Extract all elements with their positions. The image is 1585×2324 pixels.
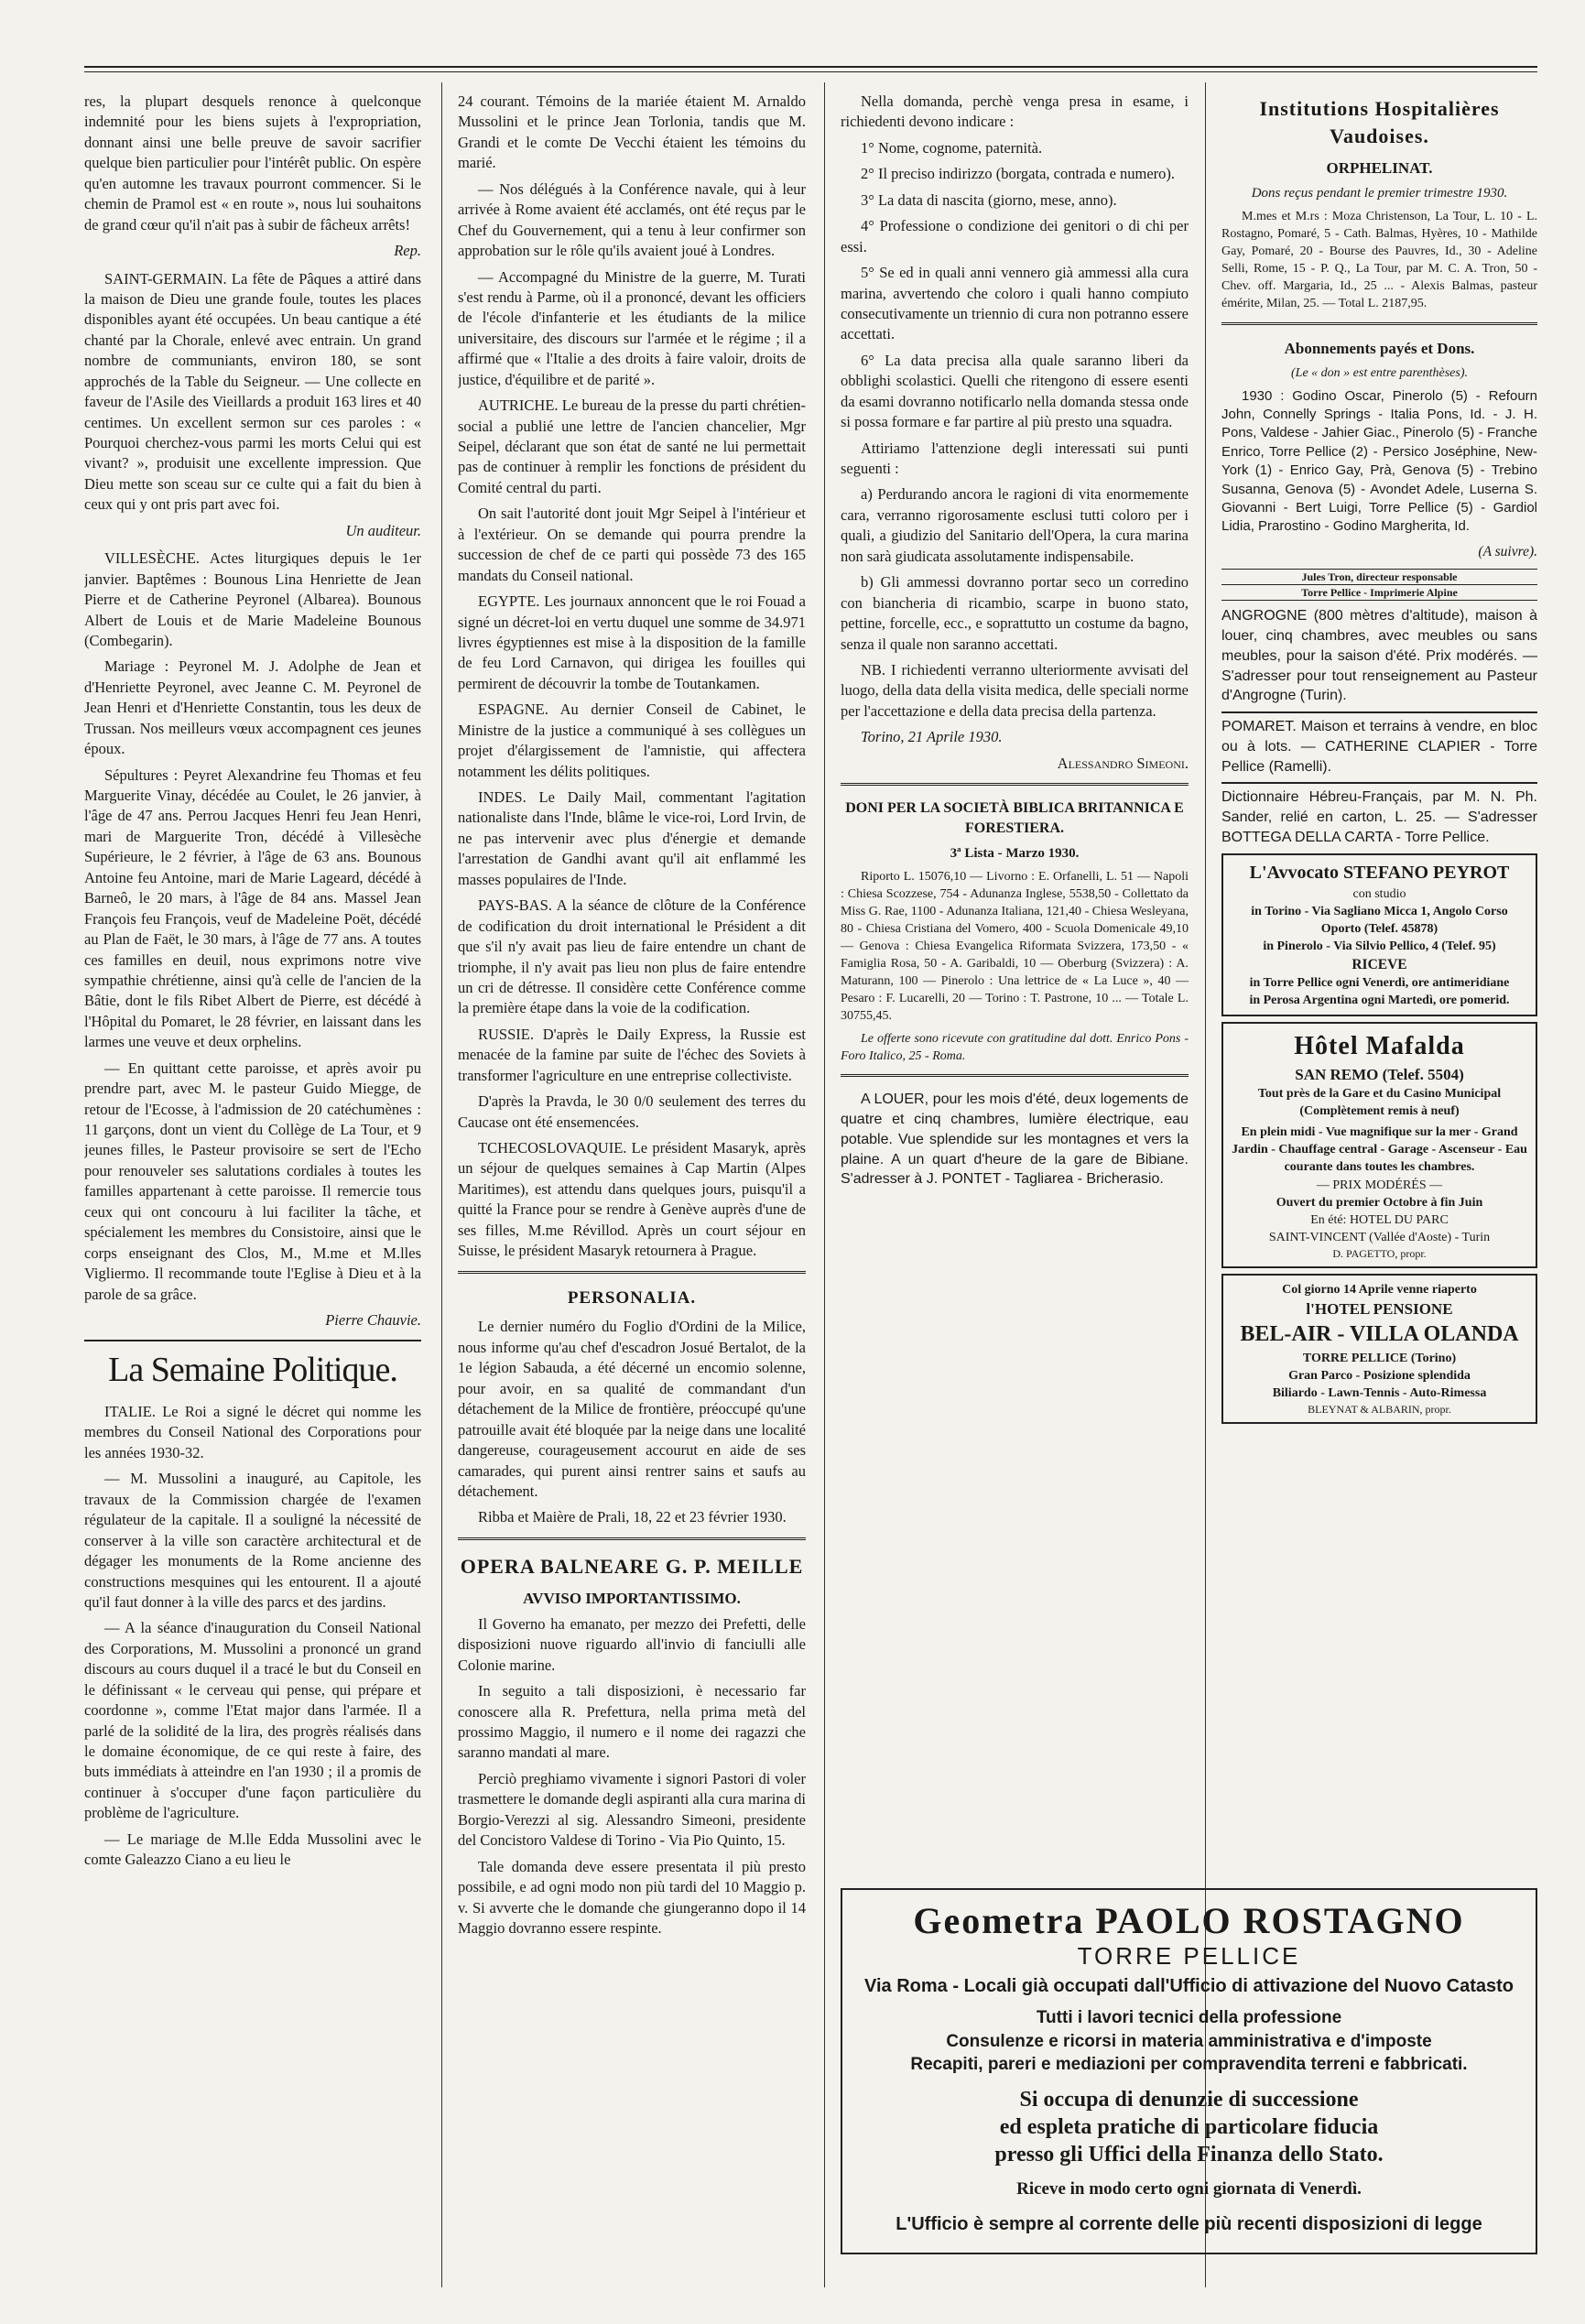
paragraph: Il Governo ha emanato, per mezzo dei Prefetti, delle disposizioni nuove riguardo all'invio di fanciulli alle Colonie marine. (458, 1614, 806, 1674)
paragraph: Mariage : Peyronel M. J. Adolphe de Jean et d'Henriette Peyronel, avec Jeanne C. M. Peyronel de Jean Henri et d'Henriette Constantin, tous les deux de Trussan. Nos meilleurs vœux accompagnent ces jeunes époux. (84, 657, 421, 758)
divider (841, 1074, 1189, 1081)
paragraph: NB. I richiedenti verranno ulteriormente avvisati del luogo, della data della visita medica, delle speciali norme per l'accettazione e della data precisa della partenza. (841, 660, 1189, 720)
ad-line: l'HOTEL PENSIONE (1306, 1299, 1453, 1318)
continued-note: (A suivre). (1478, 543, 1537, 559)
ad-line: con studio (1352, 886, 1406, 901)
paragraph: Ribba et Maière de Prali, 18, 22 et 23 février 1930. (478, 1508, 787, 1526)
ad-line: D. PAGETTO, propr. (1332, 1246, 1427, 1260)
section-heading: OPERA BALNEARE G. P. MEILLE (460, 1554, 804, 1578)
paragraph: 24 courant. Témoins de la mariée étaient M. Arnaldo Mussolini et le prince Jean Torlonia, tandis que M. Grandi et le comte De Vecchi étaient les témoins du marié. (458, 92, 806, 172)
ad-title: L'Avvocato STEFANO PEYROT (1249, 862, 1510, 883)
paragraph: ITALIE. Le Roi a signé le décret qui nomme les membres du Conseil National des Corporations pour les années 1930-32. (84, 1403, 421, 1461)
advertisement: Dictionnaire Hébreu-Français, par M. N. Ph. Sander, relié en carton, L. 25. — S'adresser BOTTEGA DELLA CARTA - Torre Pellice. (1221, 782, 1537, 847)
paragraph: D'après la Pravda, le 30 0/0 seulement des terres du Caucase ont été ensemencées. (458, 1092, 806, 1131)
ad-line: Consulenze e ricorsi in materia amministrativa e d'imposte (946, 2031, 1432, 2051)
paragraph: — M. Mussolini a inauguré, au Capitole, les travaux de la Commission chargée de l'examen régulateur de la capitale. Il a souligné la nécessité de conserver à la ville son caractère architectural et de dégager les monuments de la Rome ancienne des constructions mesquines qui les entourent. Il a ajouté qu'il faut donner à la ville des parcs et des jardins. (84, 1470, 421, 1611)
ad-line: in Torre Pellice ogni Venerdì, ore antimeridiane (1249, 976, 1510, 991)
advertisement: A LOUER, pour les mois d'été, deux logements de quatre et cinq chambres, lumière électrique, eau potable. Vue splendide sur les montagnes et vers la plaine. A un quart d'heure de la gare de Bibiane. S'adresser à J. PONTET - Tagliarea - Bricherasio. (841, 1091, 1189, 1188)
paragraph: ESPAGNE. Au dernier Conseil de Cabinet, le Ministre de la justice a communiqué à ses collègues un projet d'élargissement de l'amnistie, qui affectera notamment les délits politiques. (458, 700, 806, 780)
divider (841, 783, 1189, 789)
ad-line: Ouvert du premier Octobre à fin Juin (1276, 1195, 1483, 1210)
ad-line: Riceve in modo certo ogni giornata di Venerdì. (1016, 2178, 1362, 2199)
ad-line: Gran Parco - Posizione splendida (1288, 1368, 1471, 1383)
signature: Alessandro Simeoni. (1057, 754, 1189, 772)
list-item: 6° La data precisa alla quale saranno liberi da obblighi scolastici. Quelli che ritengono di essere esenti da esami dovranno notificarlo nella domanda stessa onde si possa formare e far partire al più presto una squadra. (841, 351, 1189, 431)
imprint-printer: Torre Pellice - Imprimerie Alpine (1221, 585, 1537, 601)
paragraph: In seguito a tali disposizioni, è necessario far conoscere alla R. Prefettura, nella prima metà del prossimo Maggio, il numero e il nome dei ragazzi che saranno mandati al mare. (458, 1682, 806, 1762)
list-item: 2° Il preciso indirizzo (borgata, contrada e numero). (861, 165, 1176, 183)
paragraph: VILLESÈCHE. Actes liturgiques depuis le 1er janvier. Baptêmes : Bounous Lina Henriette de Jean Pierre et de Catherine Peyronel (Albarea). Bounous Albert de Louis et de Marie Madeleine Bounous (Combegarin). (84, 549, 421, 649)
column-separator (441, 82, 442, 2287)
paragraph: — En quittant cette paroisse, et après avoir pu prendre part, avec M. le pasteur Guido Miegge, de retour de l'Ecosse, à l'admission de 20 catéchumènes : 11 garçons, dont un vient du Collège de La Tour, et 9 jeunes filles, le Pasteur provisoire se sert de l'Echo pour renouveler ses salutations cordiales à toutes les familles appartenant à cette paroisse. Il remercie tous ceux qui ont concouru à lui faciliter la tâche, et spécialement les membres du Consistoire, ainsi que le corps enseignant des Clos, M., M.me et M.lles Vigliermo. Il recommande toute l'Eglise à Dieu et à la parole de sa grâce. (84, 1059, 421, 1303)
section-subheading: ORPHELINAT. (1326, 158, 1433, 177)
paragraph: AUTRICHE. Le bureau de la presse du parti chrétien-social a publié une lettre de l'ancien chancelier, Mgr Seipel, déclarant que son état de santé ne lui permettait pas de continuer à remplir les fonctions de président du Comité central du parti. (458, 396, 806, 496)
ad-line: in Pinerolo - Via Silvio Pellico, 4 (Telef. 95) (1263, 939, 1496, 953)
paragraph: — Nos délégués à la Conférence navale, qui à leur arrivée à Rome avaient été acclamés, ont été reçus par le Chef du Gouvernement, qui a tenu à leur confirmer son approbation sur le rôle qu'ils avaient joué à Londres. (458, 179, 806, 260)
column-1 (84, 92, 421, 2280)
ad-line: Tout près de la Gare et du Casino Municipal (1257, 1087, 1502, 1102)
signature: Pierre Chauvie. (325, 1310, 421, 1329)
section-subheading: AVVISO IMPORTANTISSIMO. (523, 1589, 741, 1607)
ad-line: TORRE PELLICE (Torino) (1302, 1351, 1457, 1365)
section-heading: La Semaine Politique. (84, 1340, 421, 1395)
paragraph: PAYS-BAS. A la séance de clôture de la Conférence de codification du droit international le Président a dit que s'il n'y avait pas lieu de faire entendre un chant de triomphe, il n'y avait pas lieu non plus de faire entendre un cri de détresse. Il considère cette Conférence comme la première étape dans la voie de la codification. (458, 896, 806, 1017)
paragraph: b) Gli ammessi dovranno portar seco un corredino con biancheria di ricambio, scarpe in buono stato, pettine, forcelle, ecc., e soprattutto un costume da bagno, senza il quale non saranno accettati. (841, 573, 1189, 653)
list-item: 5° Se ed in quali anni vennero già ammessi alla cura marina, avvertendo che coloro i quali hanno compiuto consecutivamente un triennio di cura non potranno essere accettati. (841, 264, 1189, 343)
paragraph: TCHECOSLOVAQUIE. Le président Masaryk, après un séjour de quelques semaines à Cap Martin (Alpes Maritimes), est attendu dans quelques jours, puisqu'il a quitté la France pour se rendre à Genève auprès d'une de ses filles, M.me Révillod. Après un court séjour en Suisse, le président Masaryk retournera à Prague. (458, 1139, 806, 1260)
advertisement-bel-air (1221, 1274, 1537, 1424)
column-2 (458, 92, 806, 2280)
ad-line: En été: HOTEL DU PARC (1310, 1212, 1449, 1227)
section-heading: Abonnements payés et Dons. (1284, 339, 1475, 357)
ad-line: (Complètement remis à neuf) (1299, 1104, 1460, 1119)
paragraph: SAINT-GERMAIN. La fête de Pâques a attiré dans la maison de Dieu une grande foule, toutes les places disponibles ayant été occupées. Un beau cantique a été chanté par la Chorale, enlevé avec entrain. Un grand nombre de communiants, environ 180, se sont approchés de la Table du Seigneur. — Une collecte en faveur de l'Asile des Vieillards a produit 163 lires et 40 centimes. Un excellent sermon sur ces paroles : « Pourquoi cherchez-vous parmi les morts Celui qui est vivant? », produisit une excellente impression. Que Dieu mette son sceau sur ce culte qui a fait du bien à ceux qui y ont pris part avec foi. (84, 269, 421, 514)
ad-line: Tutti i lavori tecnici della professione (1036, 2008, 1342, 2027)
paragraph: Sépultures : Peyret Alexandrine feu Thomas et feu Marguerite Vinay, décédée au Coulet, le 26 janvier, à l'âge de 47 ans. Perrou Jacques Henri feu Jean Henri, mari de Marguerite Tron, décédé à Villesèche Supérieure, le 2 février, à l'âge de 63 ans. Bounous Antoine feu Antoine, mari de Marie Lageard, décédé à Barneô, le 20 mars, à l'âge de 84 ans. Massel Jean François feu François, veuf de Madeleine Poët, décédé au Plan de Faët, le 30 mars, à l'âge de 77 ans. A toutes ces familles en deuil, nous exprimons notre vive sympathie chrétienne, ainsi qu'à celle de l'ancien de la Bâtie, dont le fils Ribet Albert de Pierre, est décédé à l'Hôpital du Pomaret, le 28 février, en laissant dans les larmes une veuve et deux orphelins. (84, 766, 421, 1051)
divider (458, 1271, 806, 1277)
paragraph: Riporto L. 15076,10 — Livorno : E. Orfanelli, L. 51 — Napoli : Chiesa Scozzese, 754 - Adunanza Inglese, 5538,50 - Collettato da Miss G. Rae, 1100 - Adunanza Italiana, 121,40 - Chiesa Wesleyana, 80 - Chiesa Cristiana del Vomero, 400 - Scuola Domenicale 49,10 — Genova : Chiesa Evangelica Riformata Svizzera, 173,50 - « Famiglia Rosa, 50 - A. Garibaldi, 10 — Oberburg (Svizzera) : A. Maturann, 100 — Pinerolo : Una lettrice de « La Luce », 40 — Pesaro : F. Lucarelli, 20 — Torino : T. Pastrone, 10 ... — Totale L. 30755,45. (841, 870, 1189, 1024)
paragraph: — Le mariage de M.lle Edda Mussolini avec le comte Galeazzo Ciano a eu lieu le (84, 1830, 421, 1869)
ad-line: SAINT-VINCENT (Vallée d'Aoste) - Turin (1268, 1230, 1491, 1244)
paragraph: Le dernier numéro du Foglio d'Ordini de la Milice, nous informe qu'au chef d'escadron Josué Bertalot, de la 1e légion Sabauda, a été décerné un encomio solenne, pour avoir, en sa qualité de commandant d'un détachement de la Milice de frontière, préoccupé qu'une patrouille avait été bloquée par la neige dans une localité dangereuse, courageusement accourut en aide de ses camarades, qui purent ainsi rentrer sains et saufs au détachement. (458, 1318, 806, 1500)
paragraph: a) Perdurando ancora le ragioni di vita enormemente cara, verranno rigorosamente esclusi tutti coloro per i quali, a giudizio del Sanitario dell'Opera, la cura marina non sarà giudicata assolutamente indispensabile. (841, 485, 1189, 565)
divider (1221, 322, 1537, 329)
ad-line: presso gli Uffici della Finanza dello Stato. (994, 2142, 1384, 2167)
paragraph: Tale domanda deve essere presentata il più presto possibile, e ad ogni modo non più tardi del 10 Maggio p. v. Si avverte che le domande che giungeranno dopo il 14 Maggio dovranno essere respinte. (458, 1857, 806, 1937)
advertisement-geometra (841, 1888, 1537, 2254)
advertisement-hotel-mafalda (1221, 1022, 1537, 1268)
list-item: 3° La data di nascita (giorno, mese, anno). (861, 190, 1117, 209)
ad-line: Si occupa di denunzie di successione (1019, 2087, 1359, 2112)
advertisement: ANGROGNE (800 mètres d'altitude), maison à louer, cinq chambres, avec meubles ou sans meubles, pour la saison d'été. Prix modérés. — S'adresser pour tout renseignement au Pasteur d'Angrogne (Turin). (1221, 608, 1537, 704)
paragraph: On sait l'autorité dont jouit Mgr Seipel à l'intérieur et à l'extérieur. On se demande qui pourra prendre la succession de chef de ce parti qui possède 73 des 165 mandats du Conseil national. (458, 505, 806, 584)
ad-title: Hôtel Mafalda (1294, 1032, 1465, 1061)
paragraph: Perciò preghiamo vivamente i signori Pastori di voler trasmettere le domande degli aspiranti alla cura marina di Borgio-Verezzi al sig. Alessandro Simeoni, presidente del Concistoro Valdese di Torino - Via Pio Quinto, 15. (458, 1769, 806, 1850)
ad-line: in Perosa Argentina ogni Martedì, ore pomerid. (1249, 994, 1510, 1008)
advertisement-lawyer (1221, 853, 1537, 1016)
section-subheading: Dons reçus pendant le premier trimestre 1930. (1251, 185, 1508, 201)
ad-line: ed espleta pratiche di particolare fiducia (999, 2114, 1379, 2139)
section-subheading: (Le « don » est entre parenthèses). (1291, 365, 1468, 380)
column-3 (841, 92, 1189, 1875)
ad-line: Via Roma - Locali già occupati dall'Ufficio di attivazione del Nuovo Catasto (864, 1976, 1514, 1996)
date-line: Torino, 21 Aprile 1930. (861, 728, 1003, 746)
section-subheading: 3ª Lista - Marzo 1930. (950, 845, 1080, 861)
top-rule (84, 66, 1537, 72)
ad-line: L'Ufficio è sempre al corrente delle più recenti disposizioni di legge (896, 2213, 1482, 2234)
ad-line: Col giorno 14 Aprile venne riaperto (1282, 1282, 1477, 1297)
signature: Rep. (394, 242, 421, 260)
paragraph: — Accompagné du Ministre de la guerre, M. Turati s'est rendu à Parme, où il a prononcé, devant les officiers de l'école d'infanterie et les étudiants de la milice universitaire, des discours sur l'armée et le régime ; il a affirmé que « l'Italie a des droits à faire valoir, droits de justice, d'équilibre et de parité ». (458, 267, 806, 388)
column-separator (824, 82, 825, 2287)
ad-line: En plein midi - Vue magnifique sur la mer - Grand Jardin - Chauffage central - Garage - Ascenseur - Eau courante dans toutes les chambres. (1232, 1125, 1527, 1175)
advertisement: POMARET. Maison et terrains à vendre, en bloc ou à lots. — CATHERINE CLAPIER - Torre Pellice (Ramelli). (1221, 711, 1537, 776)
ad-line: Biliardo - Lawn-Tennis - Auto-Rimessa (1272, 1385, 1487, 1400)
section-heading: PERSONALIA. (567, 1287, 697, 1308)
ad-title: BEL-AIR - VILLA OLANDA (1240, 1322, 1519, 1347)
paragraph: EGYPTE. Les journaux annoncent que le roi Fouad a signé un décret-loi en vertu duquel une somme de 34.971 livres égyptiennes est mise à la disposition de la famille de feu Lord Carnavon, qui dirigea les fouilles qui permirent de découvrir la tombe de Toutankamen. (458, 592, 806, 692)
paragraph: Le offerte sono ricevute con gratitudine dal dott. Enrico Pons - Foro Italico, 25 - Roma. (841, 1032, 1189, 1064)
list-item: 1° Nome, cognome, paternità. (861, 138, 1043, 157)
paragraph: Nella domanda, perchè venga presa in esame, i richiedenti devono indicare : (841, 92, 1189, 131)
paragraph: res, la plupart desquels renonce à quelconque indemnité pour les biens sujets à l'expropriation, donnant ainsi une belle preuve de savoir sacrifier quelque bien particulier pour l'intérêt public. On espère qu'en automne les travaux pourront commencer. Si le chemin de Pramol est « en route », nous lui souhaitons de grand cœur qu'il n'ait pas à subir de fâcheux arrêts! (84, 92, 421, 233)
column-4 (1221, 92, 1537, 1875)
ad-place: TORRE PELLICE (1077, 1942, 1301, 1970)
signature: Un auditeur. (345, 521, 421, 539)
paragraph: 1930 : Godino Oscar, Pinerolo (5) - Refourn John, Connelly Springs - Italia Pons, Id. - J. H. Pons, Valdese - Jahier Giac., Pinerolo (5) - Franche Enrico, Torre Pellice (2) - Persico Joséphine, New-York (1) - Enrico Gay, Prà, Genova (5) - Trebino Susanna, Genova (5) - Avondet Adele, Luserna S. Giovanni - Bert Luigi, Torre Pellice (5) - Gardiol Lidia, Prarostino - Godino Margherita, Id. (1221, 387, 1537, 535)
list-item: 4° Professione o condizione dei genitori o di chi per essi. (841, 217, 1189, 255)
divider (458, 1537, 806, 1544)
paragraph: Attiriamo l'attenzione degli interessati sui punti seguenti : (841, 439, 1189, 477)
imprint-director: Jules Tron, directeur responsable (1221, 569, 1537, 585)
ad-title: Geometra PAOLO ROSTAGNO (913, 1900, 1465, 1941)
ad-line: SAN REMO (Telef. 5504) (1295, 1066, 1464, 1084)
ad-line: BLEYNAT & ALBARIN, propr. (1308, 1402, 1451, 1416)
section-heading: Institutions Hospitalières Vaudoises. (1259, 97, 1500, 147)
paragraph: INDES. Le Daily Mail, commentant l'agitation nationaliste dans l'Inde, blâme le vice-roi, Lord Irvin, de ne pas intervenir avec plus d'énergie et demande l'arrestation de Gandhi avant qu'il ait enflammé les masses populaires de l'Inde. (458, 788, 806, 888)
ad-line: in Torino - Via Sagliano Micca 1, Angolo Corso Oporto (Telef. 45878) (1251, 904, 1508, 936)
ad-line: — PRIX MODÉRÉS — (1316, 1178, 1443, 1192)
paragraph: M.mes et M.rs : Moza Christenson, La Tour, L. 10 - L. Rostagno, Pomaré, 5 - Cath. Balmas, Hyères, 10 - Mathilde Gay, Pomaré, 20 - Bourse des Pauvres, Id., 30 - Adeline Selli, Rome, 15 - P. Q., La Tour, par M. C. A. Tron, 50 - Chev. off. Margaria, Id., 25 ... - Alexis Balmas, pasteur émérite, Milan, 25. — Total L. 2187,95. (1221, 210, 1537, 311)
ad-line: Recapiti, pareri e mediazioni per compravendita terreni e fabbricati. (910, 2055, 1468, 2075)
section-heading: DONI PER LA SOCIETÀ BIBLICA BRITANNICA E FORESTIERA. (845, 800, 1184, 836)
paragraph: RUSSIE. D'après le Daily Express, la Russie est menacée de la famine par suite de l'échec des Soviets à transformer l'agriculture en une entreprise collectiviste. (458, 1025, 806, 1084)
ad-line: RICEVE (1352, 957, 1407, 973)
paragraph: — A la séance d'inauguration du Conseil National des Corporations, M. Mussolini a prononcé un grand discours au cours duquel il a tracé le but du Conseil en le définissant « le cerveau qui pense, qui prépare et coordonne », comme l'Etat major dans l'armée. Il a parlé de la solidité de la lira, des progrès réalisés dans le domaine économique, de ce qui reste à faire, des buts immédiats à atteindre en l'an 1930 ; il a promis de continuer à s'occuper d'une façon particulière du problème de l'agriculture. (84, 1619, 421, 1822)
